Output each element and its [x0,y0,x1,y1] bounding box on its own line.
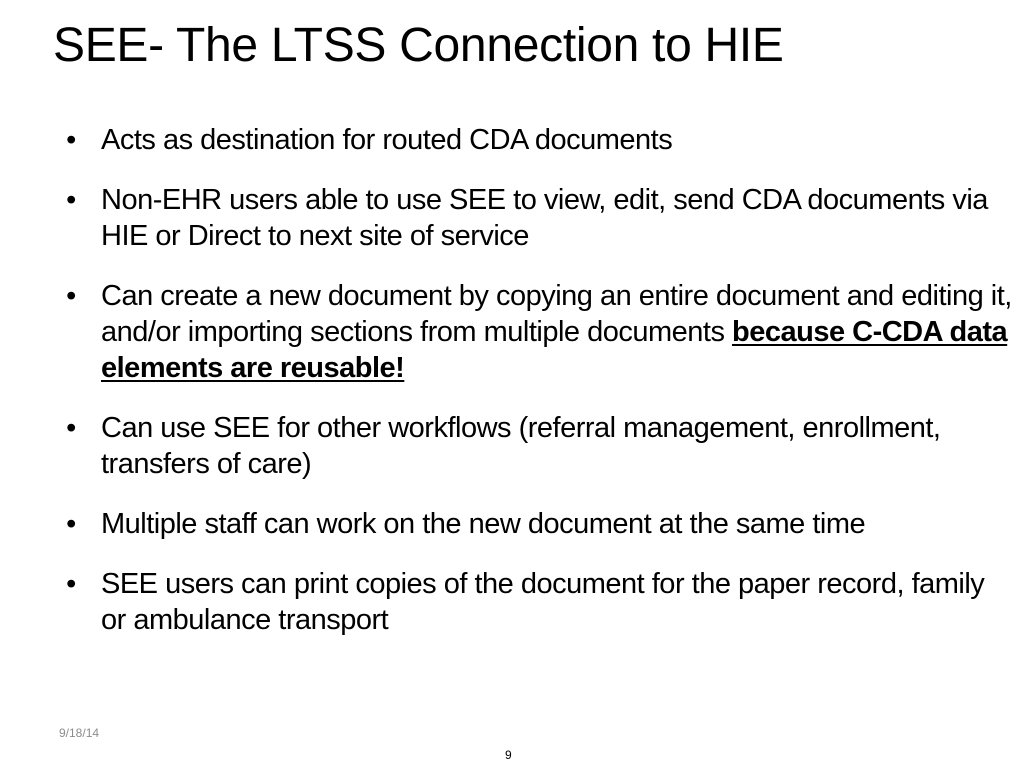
bullet-item [66,182,1013,254]
bullet-item [66,278,1013,386]
bullet-icon: • [66,412,76,444]
bullet-icon: • [66,508,76,540]
bullet-emphasis-text: because C-CDA data elements are reusable! [101,316,1008,384]
bullet-icon: • [66,124,76,156]
slide-number: 9 [505,748,512,762]
bullet-item [66,122,1013,158]
bullet-icon: • [66,568,76,600]
bullet-item [66,566,1013,638]
bullet-icon: • [66,184,76,216]
bullet-text: Acts as destination for routed CDA documents [101,124,673,156]
bullet-text: Can create a new document by copying an entire document and editing it, and/or importing sections from multiple documents [101,280,1012,348]
bullet-list [66,122,1013,638]
slide-title: SEE- The LTSS Connection to HIE [53,19,784,72]
bullet-item [66,410,1013,482]
slide-date: 9/18/14 [59,726,100,740]
bullet-item [66,506,1013,542]
bullet-icon: • [66,280,76,312]
bullet-text: Non-EHR users able to use SEE to view, edit, send CDA documents via HIE or Direct to next site of service [101,184,988,252]
bullet-text: Can use SEE for other workflows (referral management, enrollment, transfers of care) [101,412,941,480]
bullet-text: Multiple staff can work on the new document at the same time [101,508,866,540]
bullet-text: SEE users can print copies of the document for the paper record, family or ambulance transport [101,568,985,636]
